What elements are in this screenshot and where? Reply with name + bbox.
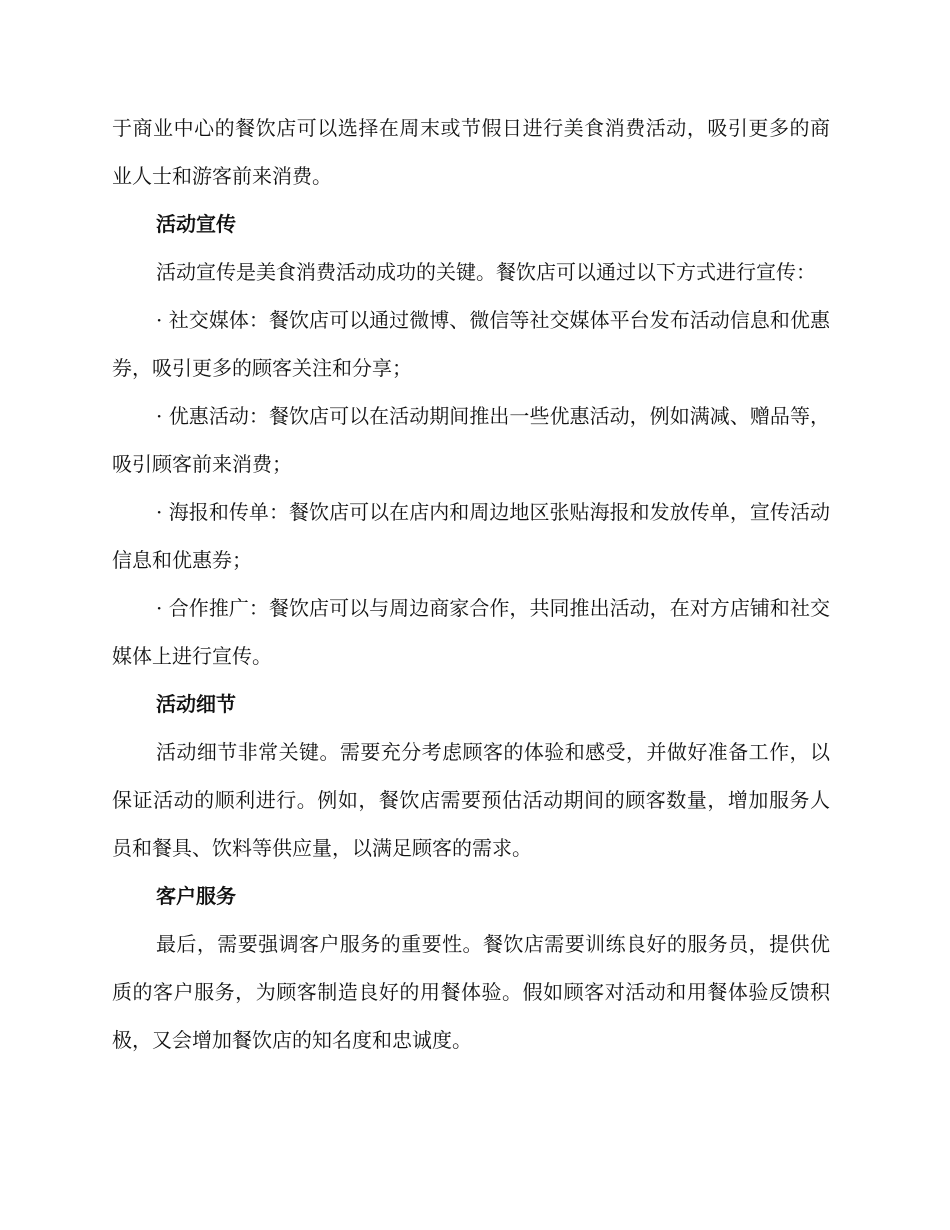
details-paragraph: 活动细节非常关键。需要充分考虑顾客的体验和感受，并做好准备工作，以保证活动的顺利进行。例如，餐饮店需要预估活动期间的顾客数量，增加服务人员和餐具、饮料等供应量，以满足顾客的需求。 xyxy=(112,740,830,860)
intro-paragraph: 于商业中心的餐饮店可以选择在周末或节假日进行美食消费活动，吸引更多的商业人士和游客前来消费。 xyxy=(112,116,830,188)
promotion-paragraph: 活动宣传是美食消费活动成功的关键。餐饮店可以通过以下方式进行宣传： xyxy=(156,260,816,284)
section-heading-customer-service: 客户服务 xyxy=(156,884,236,908)
customer-service-paragraph: 最后，需要强调客户服务的重要性。餐饮店需要训练良好的服务员，提供优质的客户服务，为顾客制造良好的用餐体验。假如顾客对活动和用餐体验反馈积极，又会增加餐饮店的知名度和忠诚度。 xyxy=(112,932,830,1052)
promotion-item-partnership: · 合作推广：餐饮店可以与周边商家合作，共同推出活动，在对方店铺和社交媒体上进行宣传。 xyxy=(112,596,830,668)
section-heading-details: 活动细节 xyxy=(156,692,236,716)
promotion-item-posters: · 海报和传单：餐饮店可以在店内和周边地区张贴海报和发放传单，宣传活动信息和优惠券； xyxy=(112,500,830,572)
document-page xyxy=(112,104,830,1064)
section-heading-promotion: 活动宣传 xyxy=(156,212,236,236)
promotion-item-discounts: · 优惠活动：餐饮店可以在活动期间推出一些优惠活动，例如满减、赠品等，吸引顾客前来消费； xyxy=(112,404,830,476)
promotion-item-social-media: · 社交媒体：餐饮店可以通过微博、微信等社交媒体平台发布活动信息和优惠券，吸引更多的顾客关注和分享； xyxy=(112,308,830,380)
